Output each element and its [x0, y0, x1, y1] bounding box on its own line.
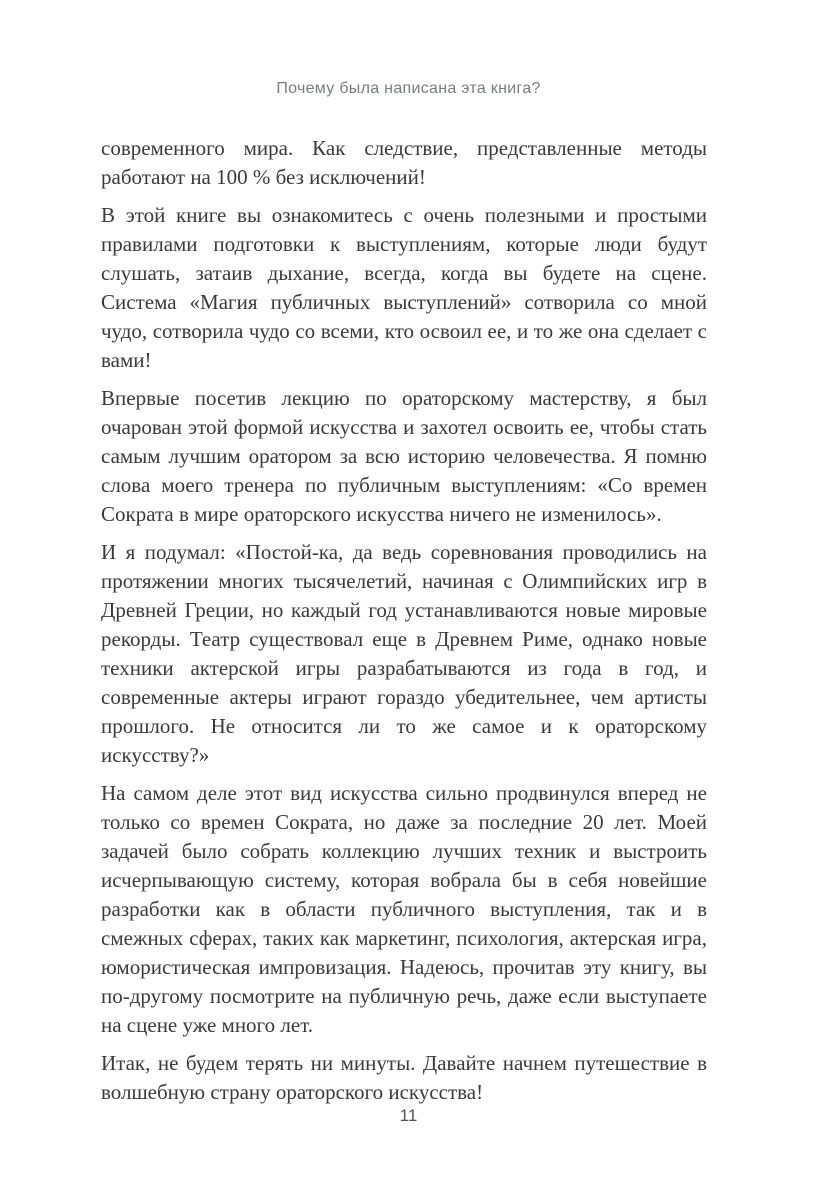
running-head: Почему была написана эта книга? [276, 80, 541, 97]
paragraph: На самом деле этот вид искусства сильно продвинулся вперед не только со времен Сократа, но даже за последние 20 лет. Моей задачей было собрать коллекцию лучших техник и выстроить исчерпывающую систему, которая вобрала бы в себя новейшие разработки как в области публичного выступления, так и в смежных сферах, таких как маркетинг, психология, актерская игра, юмористическая импровизация. Надеюсь, прочитав эту книгу, вы по-другому посмотрите на публичную речь, даже если выступаете на сцене уже много лет. [101, 781, 707, 1037]
paragraph: современного мира. Как следствие, представленные методы работают на 100 % без исключений! [101, 136, 707, 189]
page-body [101, 134, 707, 1116]
paragraph: В этой книге вы ознакомитесь с очень полезными и простыми правилами подготовки к выступлениям, которые люди будут слушать, затаив дыхание, всегда, когда вы будете на сцене. Система «Магия публичных выступлений» сотворила со мной чудо, сотворила чудо со всеми, кто освоил ее, и то же она сделает с вами! [101, 203, 707, 372]
paragraph: И я подумал: «Постой-ка, да ведь соревнования проводились на протяжении многих тысячелетий, начиная с Олимпийских игр в Древней Греции, но каждый год устанавливаются новые мировые рекорды. Театр существовал еще в Древнем Риме, однако новые техники актерской игры разрабатываются из года в год, и современные актеры играют гораздо убедительнее, чем артисты прошлого. Не относится ли то же самое и к ораторскому искусству?» [101, 540, 707, 767]
paragraph: Итак, не будем терять ни минуты. Давайте начнем путешествие в волшебную страну ораторского искусства! [101, 1051, 707, 1104]
page-number: 11 [399, 1106, 418, 1125]
paragraph: Впервые посетив лекцию по ораторскому мастерству, я был очарован этой формой искусства и захотел освоить ее, чтобы стать самым лучшим оратором за всю историю человечества. Я помню слова моего тренера по публичным выступлениям: «Со времен Сократа в мире ораторского искусства ничего не изменилось». [101, 386, 707, 526]
